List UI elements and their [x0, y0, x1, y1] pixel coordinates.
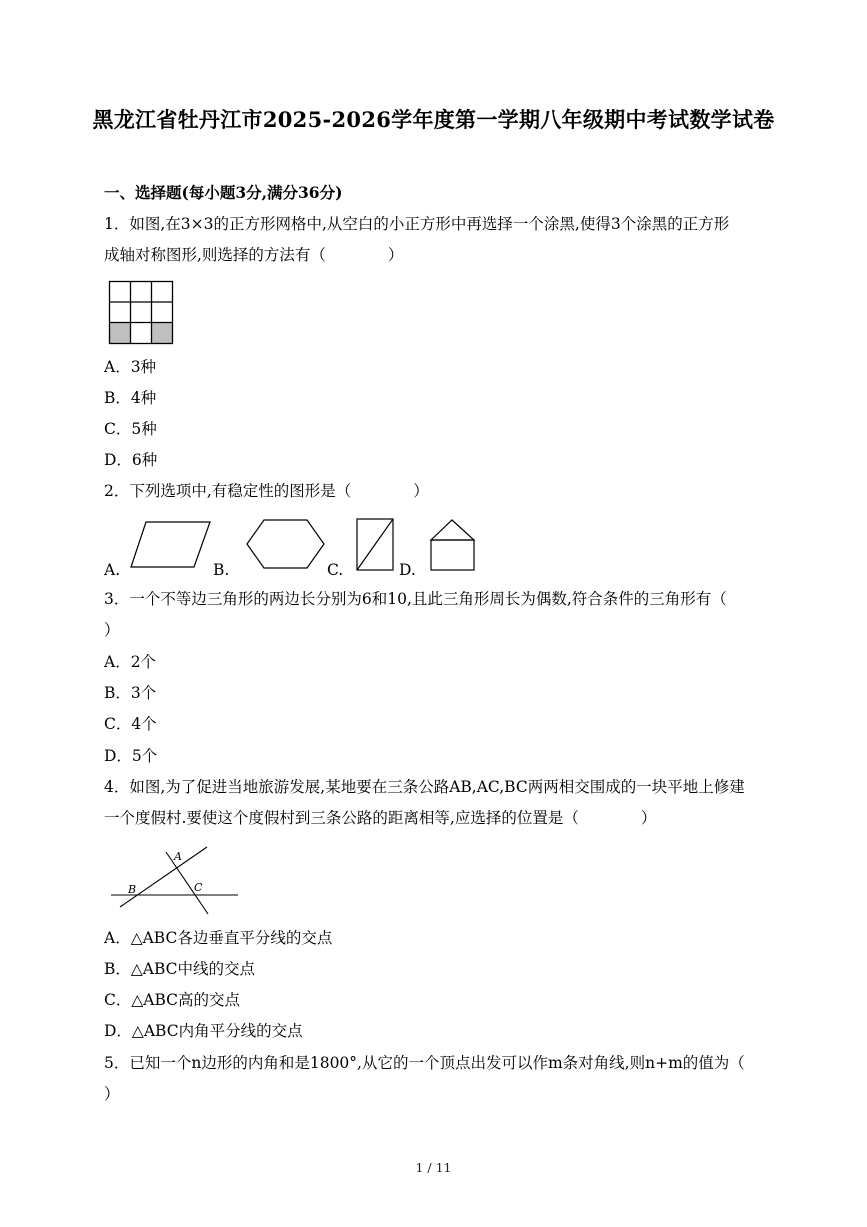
question-1-line-2: 成轴对称图形,则选择的方法有（ ）	[104, 246, 404, 264]
question-1-option-d[interactable]: D．6种	[104, 451, 158, 469]
question-2-option-b[interactable]: B.	[213, 561, 230, 579]
question-1-option-a[interactable]: A．3种	[104, 358, 157, 376]
question-4-option-c[interactable]: C．△ABC高的交点	[104, 991, 241, 1009]
point-a-label: A	[174, 850, 182, 863]
grid-cell-shaded-left	[110, 323, 131, 344]
question-4-option-d[interactable]: D．△ABC内角平分线的交点	[104, 1022, 303, 1040]
question-1-option-b[interactable]: B．4种	[104, 389, 157, 407]
question-4-option-a[interactable]: A．△ABC各边垂直平分线的交点	[104, 929, 333, 947]
question-2-option-c[interactable]: C.	[327, 561, 344, 579]
question-3-option-a[interactable]: A．2个	[104, 653, 157, 671]
question-4-line-1: 4．如图,为了促进当地旅游发展,某地要在三条公路AB,AC,BC两两相交围成的一块平地上修建	[104, 778, 745, 796]
point-b-label: B	[128, 883, 137, 896]
question-4-option-b[interactable]: B．△ABC中线的交点	[104, 960, 256, 978]
page-title: 黑龙江省牡丹江市2025-2026学年度第一学期八年级期中考试数学试卷	[92, 107, 775, 132]
point-c-label: C	[194, 881, 203, 894]
question-2-line-1: 2．下列选项中,有稳定性的图形是（ ）	[104, 482, 429, 500]
section-heading: 一、选择题(每小题3分,满分36分)	[104, 183, 343, 202]
question-3-option-d[interactable]: D．5个	[104, 747, 158, 765]
question-2-option-a[interactable]: A.	[104, 561, 121, 579]
question-3-line-1: 3．一个不等边三角形的两边长分别为6和10,且此三角形周长为偶数,符合条件的三角形有（	[104, 590, 727, 608]
question-5-line-1: 5．已知一个n边形的内角和是1800°,从它的一个顶点出发可以作m条对角线,则n+m的值为（	[104, 1054, 745, 1072]
page-number: 1 / 11	[415, 1160, 452, 1175]
question-2-option-d[interactable]: D.	[399, 561, 416, 579]
question-4-line-2: 一个度假村.要使这个度假村到三条公路的距离相等,应选择的位置是（ ）	[104, 809, 657, 827]
question-1-option-c[interactable]: C．5种	[104, 420, 157, 438]
question-1-line-1: 1．如图,在3×3的正方形网格中,从空白的小正方形中再选择一个涂黑,使得3个涂黑的正方形	[104, 215, 730, 233]
rectangle-diagonal-figure	[356, 518, 394, 571]
grid-figure	[109, 281, 173, 344]
question-3-option-c[interactable]: C．4个	[104, 715, 157, 733]
question-3-option-b[interactable]: B．3个	[104, 684, 157, 702]
grid-cell-shaded-right	[152, 323, 173, 344]
question-5-line-2: ）	[104, 1085, 120, 1103]
parallelogram-figure	[130, 521, 212, 569]
house-shape-figure	[430, 519, 475, 571]
hexagon-figure	[246, 519, 326, 569]
question-3-line-2: ）	[104, 621, 120, 639]
three-roads-figure	[110, 844, 240, 916]
